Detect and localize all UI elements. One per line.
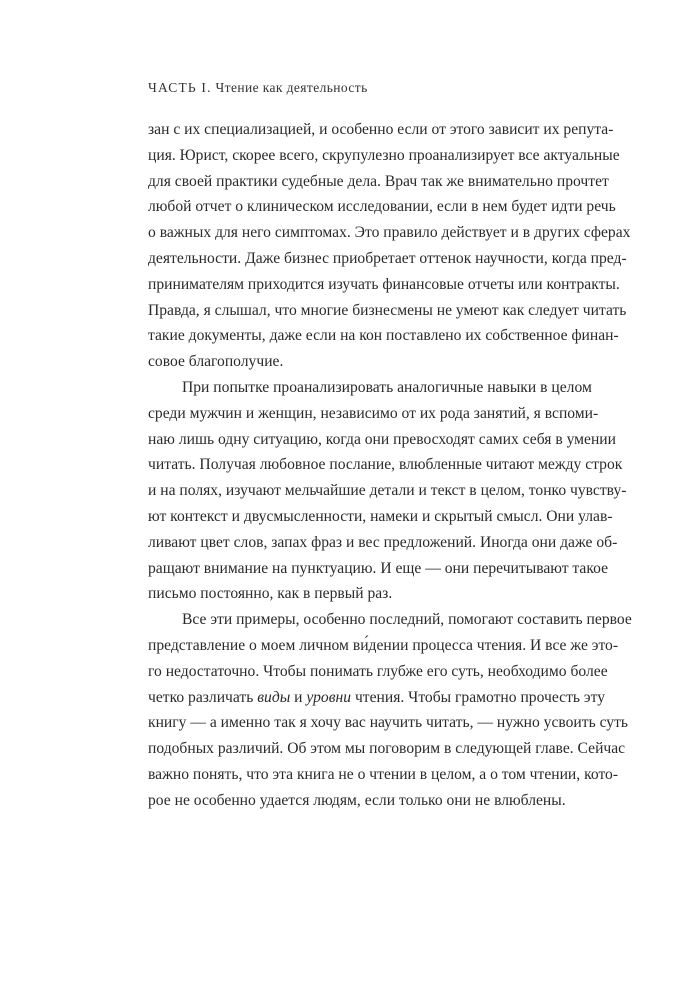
text-line: для своей практики судебные дела. Врач так же внимательно прочтет — [148, 172, 609, 190]
paragraph — [148, 375, 627, 607]
text-line: рое не особенно удается людям, если только они не влюблены. — [148, 791, 566, 809]
text-line: и на полях, изучают мельчайшие детали и текст в целом, тонко чувству- — [148, 482, 627, 500]
body-text — [148, 117, 632, 814]
text-line: деятельности. Даже бизнес приобретает оттенок научности, когда пред- — [148, 249, 627, 267]
paragraph — [148, 117, 631, 375]
paragraph — [148, 607, 632, 813]
text-line: читать. Получая любовное послание, влюбленные читают между строк — [148, 456, 623, 474]
text-line: го недостаточно. Чтобы понимать глубже его суть, необходимо более — [148, 662, 608, 680]
text-line: ция. Юрист, скорее всего, скрупулезно проанализирует все актуальные — [148, 146, 620, 164]
text-line: При попытке проанализировать аналогичные навыки в целом — [182, 378, 592, 396]
text-line: наю лишь одну ситуацию, когда они превосходят самих себя в умении — [148, 430, 617, 448]
text-line: зан с их специализацией, и особенно если от этого зависит их репута- — [148, 121, 614, 138]
running-head-part: ЧАСТЬ I. — [148, 80, 212, 95]
text-line: подобных различий. Об этом мы поговорим в следующей главе. Сейчас — [148, 740, 626, 758]
text-line: принимателям приходится изучать финансовые отчеты или контракты. — [148, 275, 620, 293]
text-line: совое благополучие. — [148, 353, 284, 371]
running-head — [148, 80, 368, 96]
text-line: ют контекст и двусмысленности, намеки и скрытый смысл. Они улав- — [148, 507, 613, 525]
text-line: ращают внимание на пунктуацию. И еще — они перечитывают такое — [148, 559, 609, 577]
text-line: Правда, я слышал, что многие бизнесмены не умеют как следует читать — [148, 301, 627, 319]
text-line: ливают цвет слов, запах фраз и вес предложений. Иногда они даже об- — [148, 533, 618, 551]
text-line: среди мужчин и женщин, независимо от их рода занятий, я вспоми- — [148, 404, 599, 422]
text-line: важно понять, что эта книга не о чтении в целом, а о том чтении, кото- — [148, 765, 619, 783]
text-line: о важных для него симптомах. Это правило действует и в других сферах — [148, 224, 631, 242]
text-line: любой отчет о клиническом исследовании, если в нем будет идти речь — [148, 198, 616, 216]
text-line: такие документы, даже если на кон поставлено их собственное финан- — [148, 327, 619, 345]
running-head-title: Чтение как деятельность — [215, 80, 368, 95]
text-line: письмо постоянно, как в первый раз. — [148, 585, 393, 603]
text-line: книгу — а именно так я хочу вас научить читать, — нужно усвоить суть — [148, 714, 629, 732]
text-line: Все эти примеры, особенно последний, помогают составить первое — [182, 611, 632, 629]
text-line: представление о моем личном ви́дении процесса чтения. И все же это- — [148, 636, 619, 654]
text-line: четко различать виды и уровни чтения. Чтобы грамотно прочесть эту — [148, 688, 605, 706]
